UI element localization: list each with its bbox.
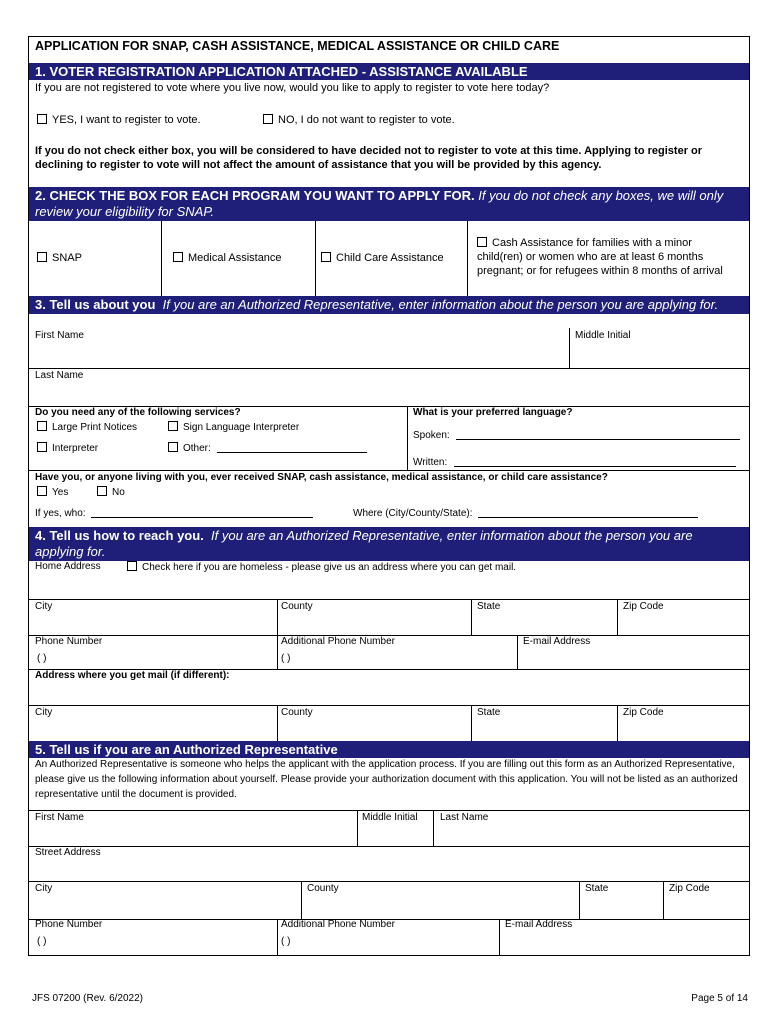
middle-initial-label: Middle Initial <box>575 330 631 341</box>
written-language-row <box>413 456 736 468</box>
medical-checkbox[interactable] <box>173 252 183 262</box>
homeless-label: Check here if you are homeless - please give us an address where you can get mail. <box>142 562 517 573</box>
section-4-note: If you are an Authorized Representative, enter information about the person you are applying for. <box>35 528 693 559</box>
city-label: City <box>35 601 53 612</box>
received-no-label: No <box>112 487 125 498</box>
voter-no-option[interactable] <box>263 114 455 126</box>
voter-no-checkbox[interactable] <box>263 114 273 124</box>
rep-phone-label: Phone Number <box>35 919 103 930</box>
written-language-field[interactable] <box>454 456 736 467</box>
rep-county-label: County <box>307 883 339 894</box>
rep-zip-label: Zip Code <box>669 883 710 894</box>
state-label: State <box>477 601 501 612</box>
email-label: E-mail Address <box>523 636 591 647</box>
section-2-note: If you do not check any boxes, we will only review your eligibility for SNAP. <box>35 188 724 219</box>
mail-state-label: State <box>477 707 501 718</box>
snap-label: SNAP <box>52 252 82 264</box>
zip-label: Zip Code <box>623 601 664 612</box>
received-yes-label: Yes <box>52 487 69 498</box>
interpreter-label: Interpreter <box>52 443 99 454</box>
section-3-title: 3. Tell us about you <box>35 297 156 312</box>
first-name-label: First Name <box>35 330 84 341</box>
interpreter-checkbox[interactable] <box>37 442 47 452</box>
phone-area-code[interactable]: ( ) <box>37 653 47 664</box>
voter-question: If you are not registered to vote where you live now, would you like to apply to register to vote here today? <box>35 82 550 94</box>
mail-zip-label: Zip Code <box>623 707 664 718</box>
section-3-header <box>29 296 749 314</box>
snap-checkbox[interactable] <box>37 252 47 262</box>
where-row <box>353 507 698 519</box>
rep-additional-phone-area-code[interactable]: ( ) <box>281 936 291 947</box>
services-question: Do you need any of the following services? <box>35 407 241 418</box>
homeless-option[interactable] <box>127 561 516 573</box>
if-yes-field[interactable] <box>91 507 313 518</box>
cash-checkbox[interactable] <box>477 237 487 247</box>
page-number: Page 5 of 14 <box>691 993 748 1004</box>
large-print-checkbox[interactable] <box>37 421 47 431</box>
other-service-option[interactable] <box>168 442 367 454</box>
program-childcare[interactable] <box>321 252 444 264</box>
spoken-language-row <box>413 429 740 441</box>
rep-first-name-label: First Name <box>35 812 84 823</box>
program-medical[interactable] <box>173 252 282 264</box>
home-address-label: Home Address <box>35 561 101 572</box>
section-1-header <box>29 63 749 80</box>
language-question: What is your preferred language? <box>413 407 573 418</box>
last-name-label: Last Name <box>35 370 84 381</box>
rep-additional-phone-label: Additional Phone Number <box>281 919 395 930</box>
interpreter-option[interactable] <box>37 442 98 454</box>
section-4-title: 4. Tell us how to reach you. <box>35 528 204 543</box>
where-label: Where (City/County/State): <box>353 508 473 519</box>
spoken-label: Spoken: <box>413 430 450 441</box>
other-service-field[interactable] <box>217 442 367 453</box>
section-1-title: 1. VOTER REGISTRATION APPLICATION ATTACHED - ASSISTANCE AVAILABLE <box>35 64 528 79</box>
section-2-title: 2. CHECK THE BOX FOR EACH PROGRAM YOU WANT TO APPLY FOR. <box>35 188 475 203</box>
section-2-header <box>29 187 749 221</box>
voter-yes-label: YES, I want to register to vote. <box>52 114 201 126</box>
received-no-option[interactable] <box>97 486 125 498</box>
rep-phone-area-code[interactable]: ( ) <box>37 936 47 947</box>
homeless-checkbox[interactable] <box>127 561 137 571</box>
other-service-label: Other: <box>183 443 211 454</box>
large-print-label: Large Print Notices <box>52 422 138 433</box>
if-yes-row <box>35 507 313 519</box>
section-5-header <box>29 741 749 758</box>
medical-label: Medical Assistance <box>188 252 282 264</box>
mail-address-label: Address where you get mail (if different): <box>35 670 230 681</box>
phone-label: Phone Number <box>35 636 103 647</box>
application-form <box>28 36 750 956</box>
county-label: County <box>281 601 313 612</box>
mail-county-label: County <box>281 707 313 718</box>
cash-label: Cash Assistance for families with a minor child(ren) or women who are at least 6 months pregnant; or for refugees within 8 months of arrival <box>477 237 723 277</box>
auth-rep-description: An Authorized Representative is someone who helps the applicant with the application process. If you are filling out this form as an Authorized Representative, please give us the following information about yourself. Please provide your authorization document with this application. You will not be listed as an authorized representative until the document is provided. <box>35 759 738 800</box>
where-field[interactable] <box>478 507 698 518</box>
rep-last-name-label: Last Name <box>440 812 489 823</box>
voter-no-label: NO, I do not want to register to vote. <box>278 114 455 126</box>
spoken-language-field[interactable] <box>456 429 740 440</box>
section-4-header <box>29 527 749 561</box>
sign-language-label: Sign Language Interpreter <box>183 422 300 433</box>
section-5-title: 5. Tell us if you are an Authorized Representative <box>35 742 338 757</box>
voter-yes-checkbox[interactable] <box>37 114 47 124</box>
program-cash[interactable] <box>477 236 739 278</box>
section-3-note: If you are an Authorized Representative, enter information about the person you are applying for. <box>162 297 719 312</box>
received-no-checkbox[interactable] <box>97 486 107 496</box>
rep-state-label: State <box>585 883 609 894</box>
form-id: JFS 07200 (Rev. 6/2022) <box>32 993 143 1004</box>
received-question: Have you, or anyone living with you, ever received SNAP, cash assistance, medical assistance, or child care assistance? <box>35 472 608 483</box>
rep-middle-initial-label: Middle Initial <box>362 812 418 823</box>
childcare-checkbox[interactable] <box>321 252 331 262</box>
sign-language-option[interactable] <box>168 421 299 433</box>
received-yes-checkbox[interactable] <box>37 486 47 496</box>
voter-note: If you do not check either box, you will be considered to have decided not to register to vote at this time. Applying to register or declining to register to vote will not affect the amount of assistance that you will be provided by this agency. <box>35 145 703 171</box>
voter-yes-option[interactable] <box>37 114 201 126</box>
rep-city-label: City <box>35 883 53 894</box>
additional-phone-area-code[interactable]: ( ) <box>281 653 291 664</box>
mail-city-label: City <box>35 707 53 718</box>
additional-phone-label: Additional Phone Number <box>281 636 395 647</box>
program-snap[interactable] <box>37 252 82 264</box>
form-title: APPLICATION FOR SNAP, CASH ASSISTANCE, MEDICAL ASSISTANCE OR CHILD CARE <box>35 39 560 53</box>
large-print-option[interactable] <box>37 421 137 433</box>
sign-language-checkbox[interactable] <box>168 421 178 431</box>
rep-email-label: E-mail Address <box>505 919 573 930</box>
rep-street-label: Street Address <box>35 847 101 858</box>
received-yes-option[interactable] <box>37 486 68 498</box>
childcare-label: Child Care Assistance <box>336 252 444 264</box>
if-yes-label: If yes, who: <box>35 508 86 519</box>
written-label: Written: <box>413 457 448 468</box>
other-service-checkbox[interactable] <box>168 442 178 452</box>
